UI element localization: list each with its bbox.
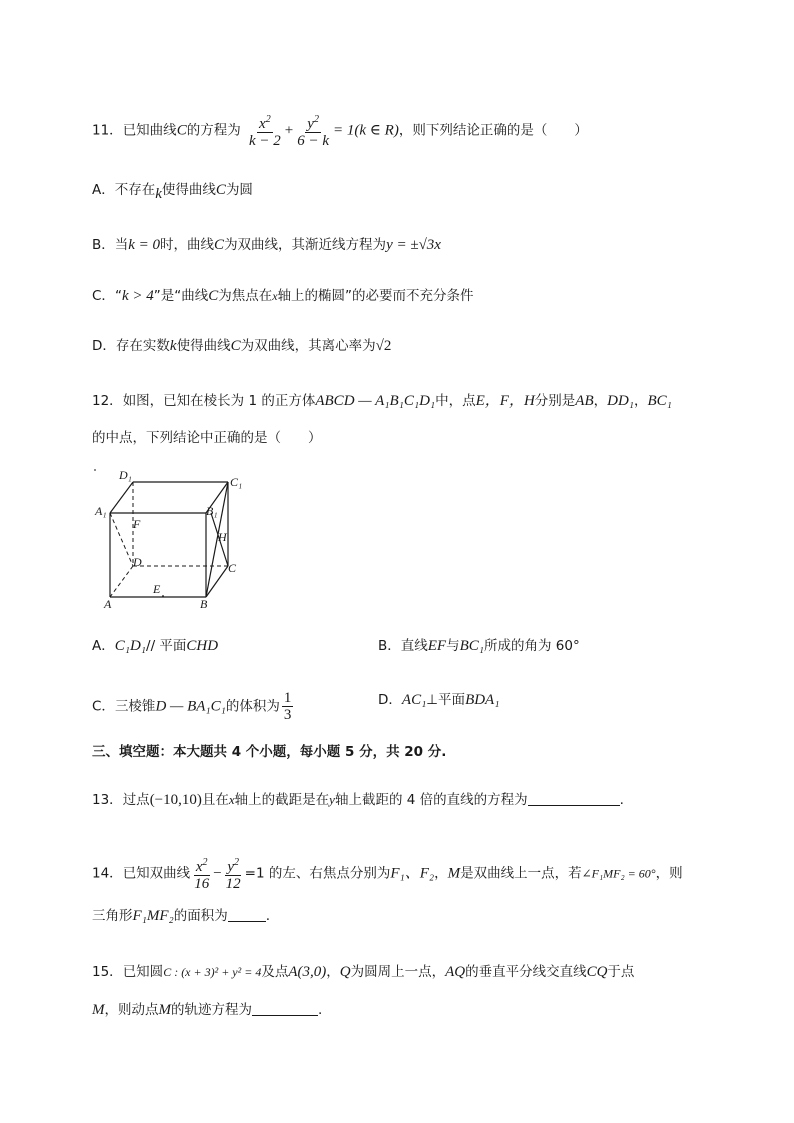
q11-option-c: C．“k > 4”是“曲线C为焦点在x轴上的椭圆”的必要而不充分条件 [92, 288, 474, 304]
diag-a1d-hidden [110, 513, 133, 566]
q12-stem-line2: 的中点，下列结论中正确的是（ ） [92, 430, 322, 446]
q11-stem: 11．已知曲线C的方程为 $\frac{x^2}{k - 2}$ + $\frac{y^2}{6 - k}$ = 1(k ∈ R)，则下列结论正确的是（ ） [92, 114, 588, 149]
q14-fraction-y: $\frac{y^2}{12}$ [225, 857, 241, 892]
label-c1: C₁ [230, 475, 243, 489]
q11-fraction-y: $\frac{y^2}{6 - k}$ [297, 114, 330, 149]
q14-fraction-x: $\frac{x^2}{16}$ [194, 857, 210, 892]
label-f: F [133, 517, 141, 531]
label-c: C [228, 561, 237, 575]
edge-a1d1 [110, 482, 133, 513]
q12-option-a: A．C₁D₁// 平面CHD [92, 638, 219, 654]
q12-fraction-volume: $\frac{1}{3}$ [283, 690, 292, 723]
label-b1: B₁ [206, 504, 218, 518]
label-b: B [200, 597, 208, 611]
q12-option-d: D．AC₁⊥平面BDA₁ [378, 692, 500, 708]
q12-stem-line1: 12．如图，已知在棱长为 1 的正方体ABCD — A₁B₁C₁D₁中，点E，F，H分别是AB，DD₁，BC₁ [92, 393, 672, 409]
q15-answer-blank[interactable] [252, 1001, 318, 1016]
q11-option-d: D．存在实数k使得曲线C为双曲线，其离心率为√2 [92, 338, 392, 354]
section-heading: 三、填空题：本大题共 4 个小题，每小题 5 分，共 20 分. [92, 744, 447, 760]
q11-option-b: B．当k = 0时，曲线C为双曲线，其渐近线方程为y = ±√3x [92, 237, 441, 253]
label-d: D [133, 555, 142, 569]
q13-answer-blank[interactable] [528, 791, 620, 806]
q14-answer-blank[interactable] [228, 907, 266, 922]
label-h: H [218, 530, 227, 544]
q13: 13．过点(−10,10)且在x轴上的截距是在y轴上截距的 4 倍的直线的方程为 . [92, 792, 624, 808]
q15-line1: 15．已知圆C : (x + 3)² + y² = 4及点A(3,0)，Q为圆周上一点，AQ的垂直平分线交直线CQ于点 [92, 964, 635, 980]
q11-option-a: A．不存在k使得曲线C为圆 [92, 182, 253, 202]
label-a: A [104, 597, 112, 611]
q12-option-c: C．三棱锥D — BA₁C₁的体积为 $\frac{1}{3}$ [92, 690, 292, 723]
label-d1: D₁ [119, 468, 132, 482]
q12-option-b: B．直线EF与BC₁所成的角为 60° [378, 638, 580, 654]
q14-line1: 14．已知双曲线 $\frac{x^2}{16}$ − $\frac{y^2}{12}$ =1 的左、右焦点分别为F₁、F₂，M是双曲线上一点，若∠F₁MF₂ = 60°，则 [92, 857, 683, 892]
label-a1: A₁ [95, 504, 107, 518]
label-e: E [153, 582, 161, 596]
q15-line2: M，则动点M的轨迹方程为 . [92, 1002, 323, 1018]
edge-da-hidden [110, 566, 133, 597]
q14-line2: 三角形F₁MF₂的面积为 . [92, 908, 271, 924]
q11-fraction-x: $\frac{x^2}{k - 2}$ [249, 114, 281, 149]
cube-figure [92, 462, 252, 612]
